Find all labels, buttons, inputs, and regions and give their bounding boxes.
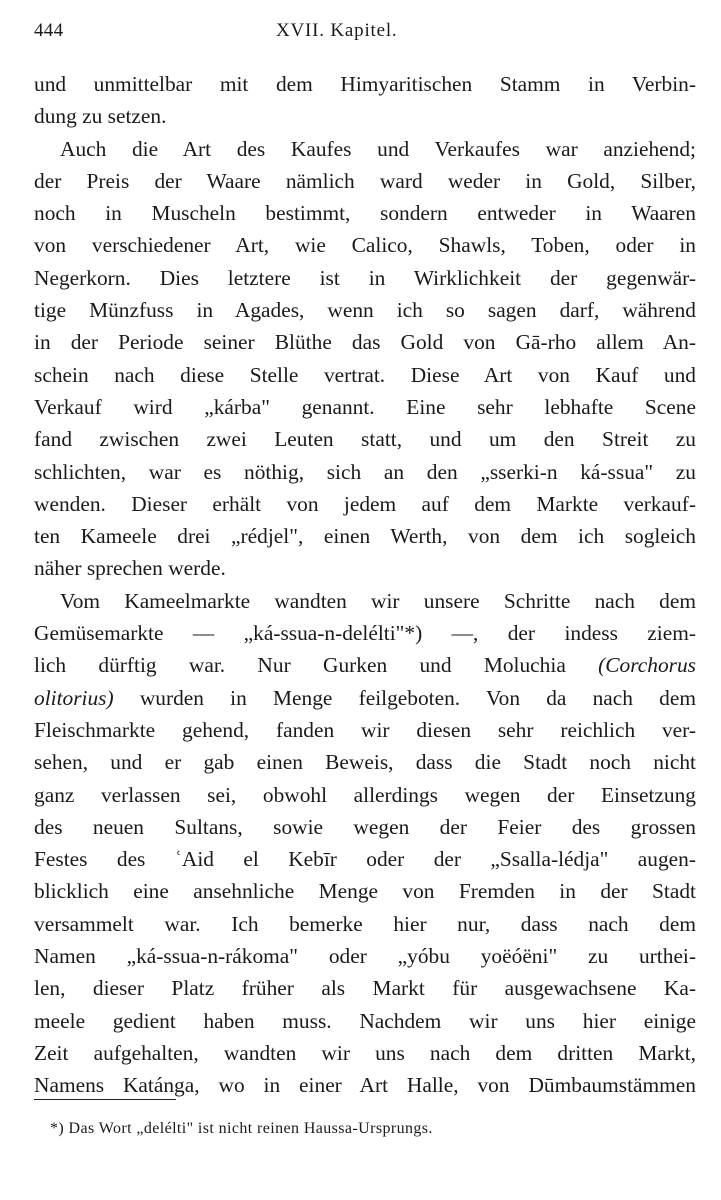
- text-line: blicklich eine ansehnliche Menge von Fremden in der Stadt: [34, 879, 696, 904]
- text-line: in der Periode seiner Blüthe das Gold von Gā-rho allem An-: [34, 330, 696, 355]
- italic-species-name: olitorius): [34, 685, 114, 710]
- text-line: fand zwischen zwei Leuten statt, und um den Streit zu: [34, 427, 696, 452]
- text-line: schein nach diese Stelle vertrat. Diese Art von Kauf und: [34, 362, 696, 387]
- text-segment: lich dürftig war. Nur Gurken und Moluchia: [34, 653, 566, 678]
- footnote-divider: [34, 1099, 176, 1100]
- text-line: der Preis der Waare nämlich ward weder in Gold, Silber,: [34, 168, 696, 193]
- footnote: *) Das Wort „delélti" ist nicht reinen Haussa-Ursprungs.: [50, 1120, 433, 1137]
- text-line: Auch die Art des Kaufes und Verkaufes war anziehend;: [60, 136, 696, 161]
- text-line-mixed: [34, 682, 696, 714]
- text-line: ten Kameele drei „rédjel", einen Werth, von dem ich sogleich: [34, 524, 696, 549]
- text-line: Fleischmarkte gehend, fanden wir diesen sehr reichlich ver-: [34, 717, 696, 742]
- body-text: [34, 68, 696, 1102]
- text-line: versammelt war. Ich bemerke hier nur, dass nach dem: [34, 911, 696, 936]
- chapter-title: XVII. Kapitel.: [276, 20, 398, 41]
- text-line: len, dieser Platz früher als Markt für ausgewachsene Ka-: [34, 976, 696, 1001]
- text-line: Negerkorn. Dies letztere ist in Wirklichkeit der gegenwär-: [34, 265, 696, 290]
- text-line: dung zu setzen.: [34, 104, 167, 129]
- text-line: Namens Katánga, wo in einer Art Halle, von Dūmbaumstämmen: [34, 1073, 696, 1098]
- text-line: schlichten, war es nöthig, sich an den „sserki-n ká-ssua" zu: [34, 459, 696, 484]
- text-line: näher sprechen werde.: [34, 556, 226, 581]
- text-line: noch in Muscheln bestimmt, sondern entweder in Waaren: [34, 201, 696, 226]
- text-line: Verkauf wird „kárba" genannt. Eine sehr lebhafte Scene: [34, 394, 696, 419]
- text-line: Gemüsemarkte — „ká-ssua-n-delélti"*) —, der indess ziem-: [34, 621, 696, 646]
- text-line: Zeit aufgehalten, wandten wir uns nach dem dritten Markt,: [34, 1040, 696, 1065]
- page-number: 444: [34, 20, 64, 41]
- text-line: Festes des ʿAid el Kebīr oder der „Ssalla-lédja" augen-: [34, 847, 696, 872]
- text-line: sehen, und er gab einen Beweis, dass die Stadt noch nicht: [34, 750, 696, 775]
- text-line: Vom Kameelmarkte wandten wir unsere Schritte nach dem: [60, 588, 696, 613]
- text-line: und unmittelbar mit dem Himyaritischen Stamm in Verbin-: [34, 72, 696, 96]
- text-line: von verschiedener Art, wie Calico, Shawls, Toben, oder in: [34, 233, 696, 258]
- text-line: ganz verlassen sei, obwohl allerdings wegen der Einsetzung: [34, 782, 696, 807]
- running-head: [34, 20, 689, 48]
- text-line: meele gedient haben muss. Nachdem wir uns hier einige: [34, 1008, 696, 1033]
- text-line: tige Münzfuss in Agades, wenn ich so sagen darf, während: [34, 298, 696, 323]
- text-line: Namen „ká-ssua-n-rákoma" oder „yóbu yoëóëni" zu urthei-: [34, 944, 696, 969]
- italic-species-name: (Corchorus: [598, 653, 696, 678]
- text-line: wenden. Dieser erhält von jedem auf dem Markte verkauf-: [34, 491, 696, 516]
- text-line-mixed: [34, 649, 696, 681]
- text-line: des neuen Sultans, sowie wegen der Feier des grossen: [34, 814, 696, 839]
- text-segment: wurden in Menge feilgeboten. Von da nach dem: [139, 685, 696, 710]
